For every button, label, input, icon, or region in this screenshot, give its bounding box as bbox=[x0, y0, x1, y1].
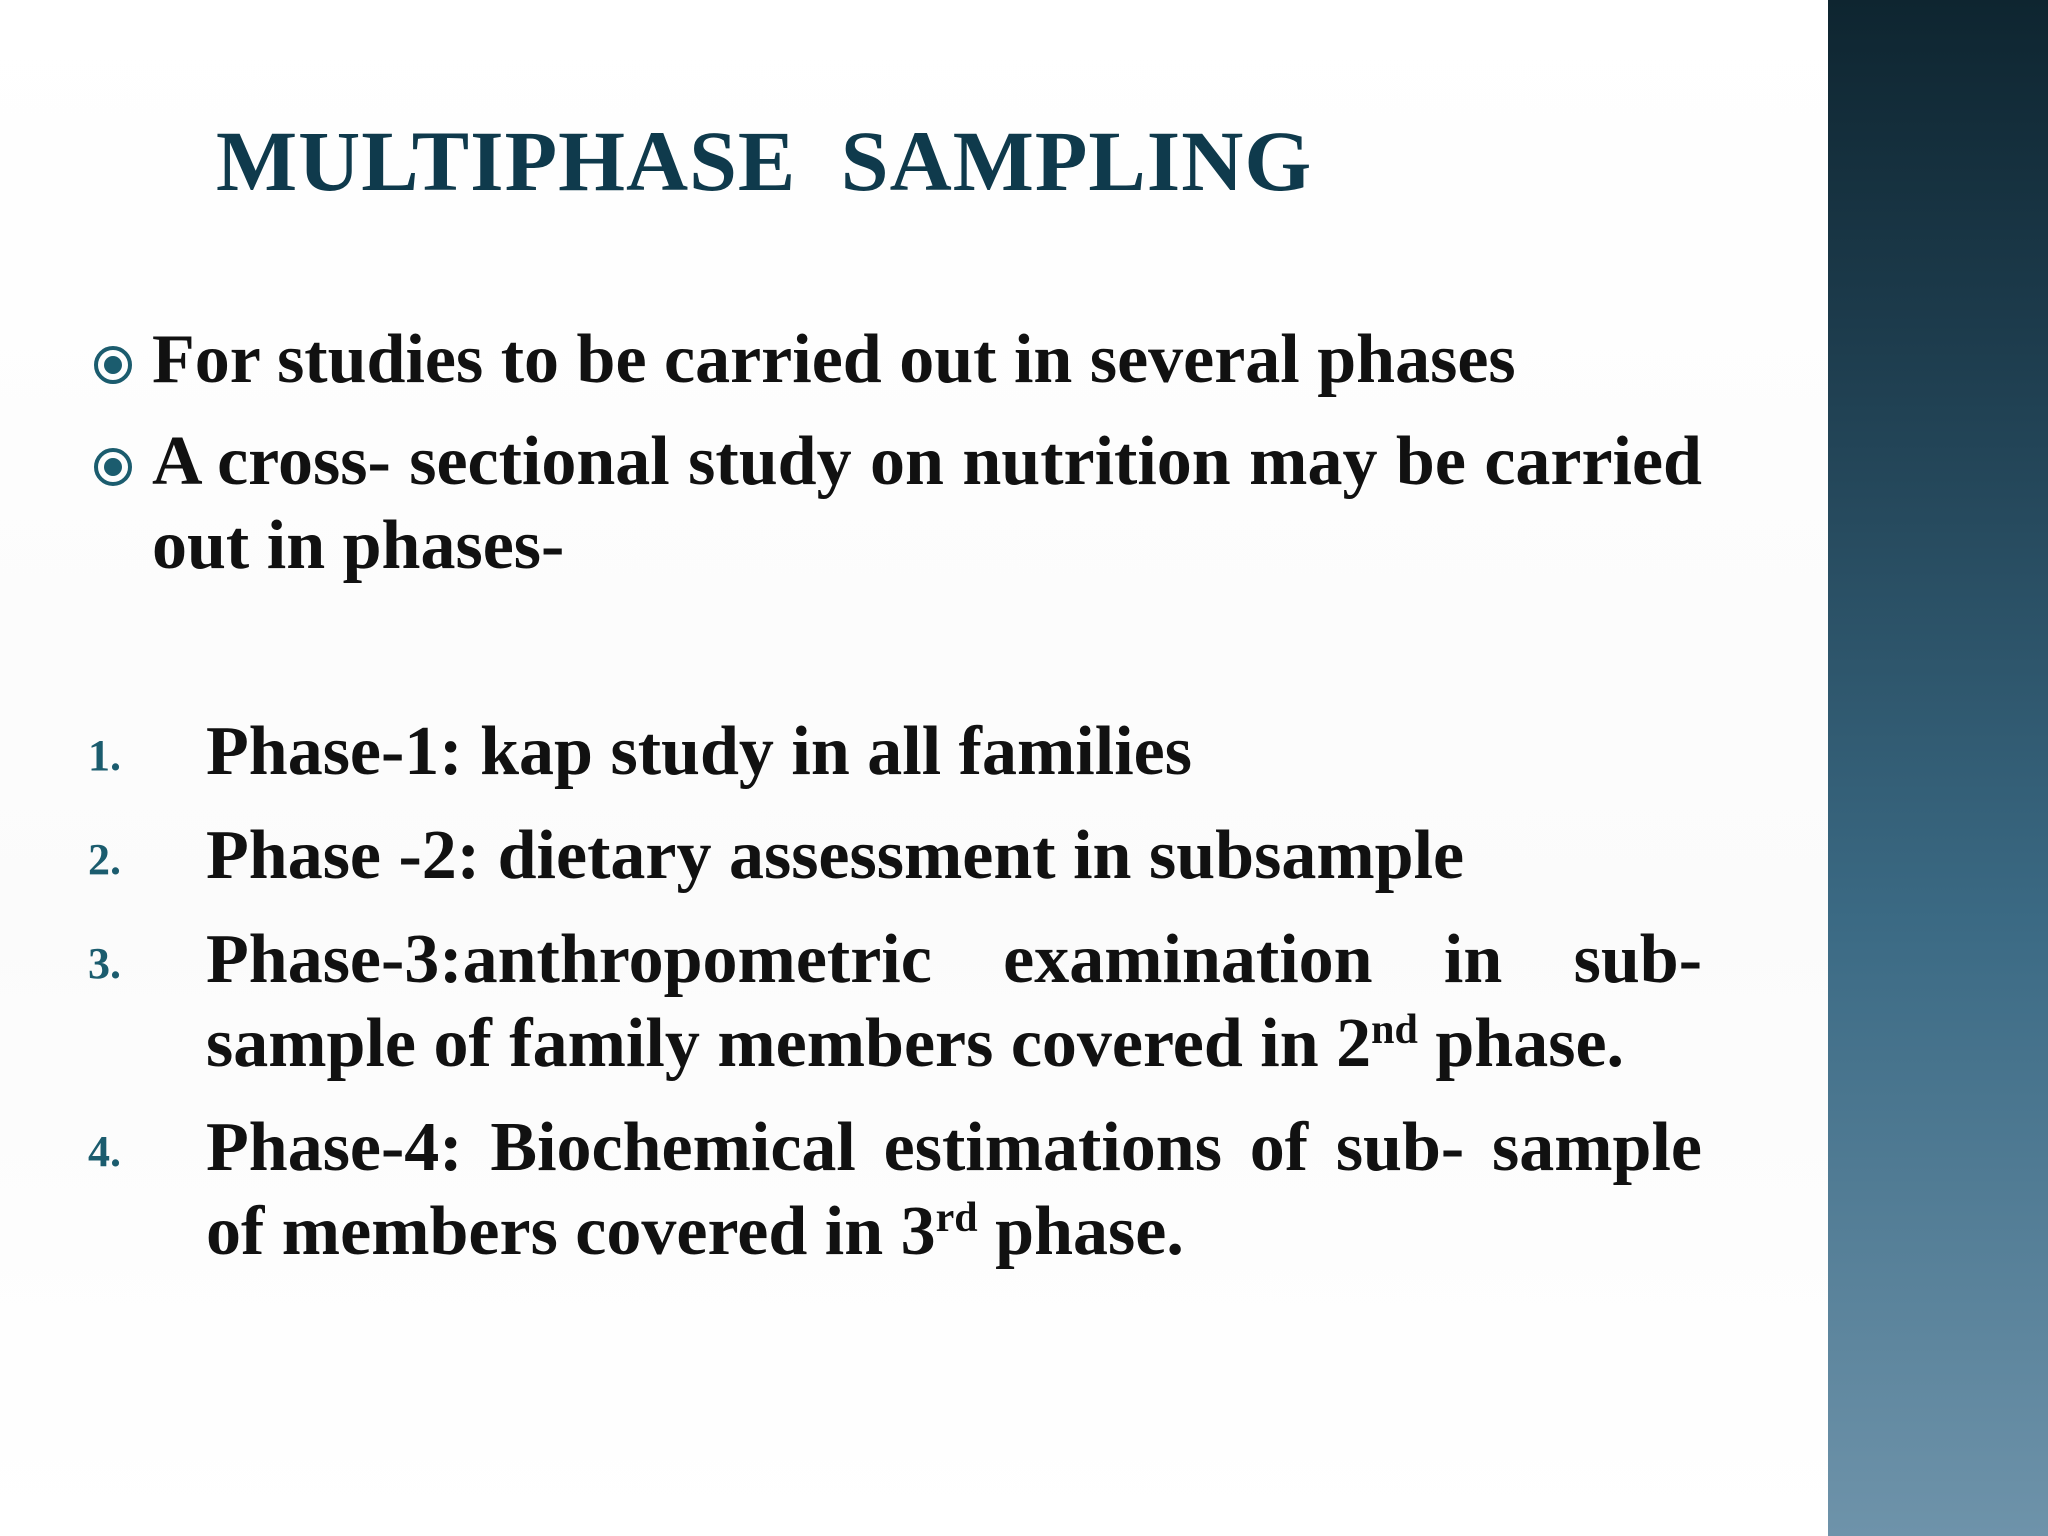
bullet-item bbox=[92, 420, 1702, 588]
phase-number: 1. bbox=[88, 731, 121, 780]
phase-number: 2. bbox=[88, 835, 121, 884]
phase-text: Phase-3:anthropometric examination in sub- sample of family members covered in 2nd phase. bbox=[206, 921, 1702, 1082]
decorative-side-band bbox=[1828, 0, 2048, 1536]
slide-title: MULTIPHASE SAMPLING bbox=[216, 113, 1313, 209]
phase-item bbox=[88, 710, 1702, 794]
phase-list bbox=[88, 710, 1702, 1294]
phase-number: 4. bbox=[88, 1127, 121, 1176]
phase-item bbox=[88, 1106, 1702, 1274]
target-bullet-icon bbox=[92, 446, 134, 488]
bullet-item bbox=[92, 318, 1702, 402]
phase-text: Phase-1: kap study in all families bbox=[206, 713, 1192, 790]
bullet-text: For studies to be carried out in several phases bbox=[152, 321, 1516, 398]
phase-number: 3. bbox=[88, 939, 121, 988]
bullet-list bbox=[92, 318, 1702, 606]
ordinal-suffix: nd bbox=[1371, 1006, 1418, 1053]
phase-item bbox=[88, 814, 1702, 898]
ordinal-suffix: rd bbox=[935, 1194, 978, 1241]
phase-text: Phase -2: dietary assessment in subsample bbox=[206, 817, 1465, 894]
phase-text: Phase-4: Biochemical estimations of sub- sample of members covered in 3rd phase. bbox=[206, 1109, 1702, 1270]
phase-item bbox=[88, 918, 1702, 1086]
target-bullet-icon bbox=[92, 344, 134, 386]
bullet-text: A cross- sectional study on nutrition may be carried out in phases- bbox=[152, 423, 1702, 584]
